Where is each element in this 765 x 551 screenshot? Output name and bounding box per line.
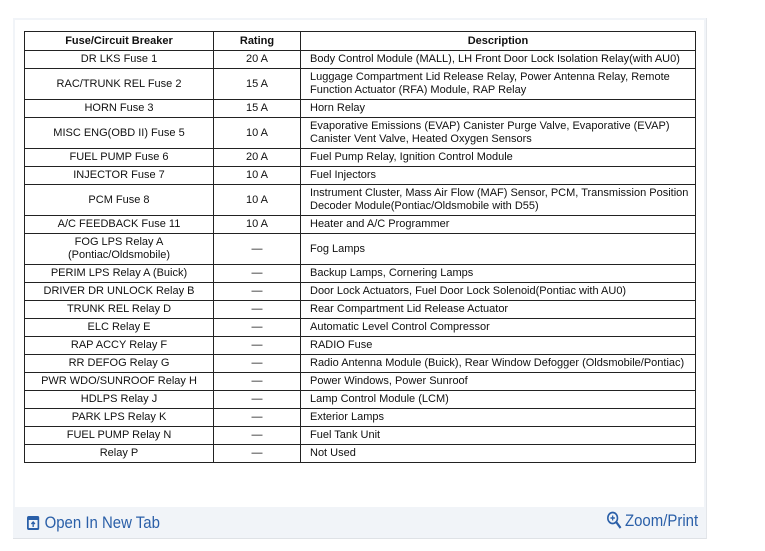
footer-bar (13, 507, 706, 538)
rating-cell: — (214, 445, 301, 463)
description-cell: Lamp Control Module (LCM) (301, 391, 696, 409)
fuse-name-cell: Relay P (25, 445, 214, 463)
table-row (25, 185, 696, 216)
rating-cell: 10 A (214, 216, 301, 234)
table-row (25, 149, 696, 167)
description-cell: Evaporative Emissions (EVAP) Canister Purge Valve, Evaporative (EVAP) Canister Vent Valve, Heated Oxygen Sensors (301, 118, 696, 149)
description-cell: Luggage Compartment Lid Release Relay, Power Antenna Relay, Remote Function Actuator (RFA) Module, RAP Relay (301, 69, 696, 100)
description-cell: Fog Lamps (301, 234, 696, 265)
rating-cell: — (214, 234, 301, 265)
fuse-table-image (15, 20, 704, 507)
table-row (25, 118, 696, 149)
rating-cell: — (214, 283, 301, 301)
table-row (25, 409, 696, 427)
fuse-name-cell: RAC/TRUNK REL Fuse 2 (25, 69, 214, 100)
fuse-name-cell: INJECTOR Fuse 7 (25, 167, 214, 185)
description-cell: Not Used (301, 445, 696, 463)
fuse-name-cell: HDLPS Relay J (25, 391, 214, 409)
rating-cell: — (214, 265, 301, 283)
table-row (25, 373, 696, 391)
description-cell: Exterior Lamps (301, 409, 696, 427)
description-cell: Power Windows, Power Sunroof (301, 373, 696, 391)
header-rating: Rating (214, 32, 301, 51)
table-row (25, 167, 696, 185)
table-row (25, 265, 696, 283)
table-row (25, 51, 696, 69)
table-row (25, 234, 696, 265)
rating-cell: 15 A (214, 100, 301, 118)
fuse-name-cell: HORN Fuse 3 (25, 100, 214, 118)
header-description: Description (301, 32, 696, 51)
table-row (25, 301, 696, 319)
fuse-name-cell: DRIVER DR UNLOCK Relay B (25, 283, 214, 301)
fuse-name-cell: ELC Relay E (25, 319, 214, 337)
header-fuse: Fuse/Circuit Breaker (25, 32, 214, 51)
fuse-name-cell: PCM Fuse 8 (25, 185, 214, 216)
rating-cell: 10 A (214, 185, 301, 216)
description-cell: Backup Lamps, Cornering Lamps (301, 265, 696, 283)
table-row (25, 319, 696, 337)
description-cell: Heater and A/C Programmer (301, 216, 696, 234)
open-in-new-tab-link[interactable] (27, 513, 160, 533)
rating-cell: — (214, 319, 301, 337)
fuse-name-cell: DR LKS Fuse 1 (25, 51, 214, 69)
table-row (25, 445, 696, 463)
table-row (25, 337, 696, 355)
fuse-name-cell: RR DEFOG Relay G (25, 355, 214, 373)
table-row (25, 216, 696, 234)
fuse-name-cell: TRUNK REL Relay D (25, 301, 214, 319)
rating-cell: — (214, 409, 301, 427)
rating-cell: — (214, 301, 301, 319)
fuse-table (24, 31, 696, 463)
description-cell: Instrument Cluster, Mass Air Flow (MAF) Sensor, PCM, Transmission Position Decoder Module(Pontiac/Oldsmobile with D55) (301, 185, 696, 216)
table-row (25, 391, 696, 409)
table-row (25, 69, 696, 100)
fuse-name-cell: PWR WDO/SUNROOF Relay H (25, 373, 214, 391)
rating-cell: — (214, 391, 301, 409)
rating-cell: 15 A (214, 69, 301, 100)
image-frame (13, 18, 707, 539)
rating-cell: — (214, 373, 301, 391)
zoom-print-label: Zoom/Print (624, 511, 698, 530)
fuse-name-cell: FUEL PUMP Fuse 6 (25, 149, 214, 167)
description-cell: Body Control Module (MALL), LH Front Door Lock Isolation Relay(with AU0) (301, 51, 696, 69)
description-cell: Door Lock Actuators, Fuel Door Lock Solenoid(Pontiac with AU0) (301, 283, 696, 301)
description-cell: Horn Relay (301, 100, 696, 118)
rating-cell: 10 A (214, 118, 301, 149)
fuse-name-cell: PERIM LPS Relay A (Buick) (25, 265, 214, 283)
rating-cell: 10 A (214, 167, 301, 185)
rating-cell: 20 A (214, 51, 301, 69)
description-cell: Fuel Pump Relay, Ignition Control Module (301, 149, 696, 167)
description-cell: Automatic Level Control Compressor (301, 319, 696, 337)
open-new-tab-icon (27, 516, 39, 530)
table-row (25, 355, 696, 373)
table-row (25, 427, 696, 445)
fuse-name-cell: FUEL PUMP Relay N (25, 427, 214, 445)
description-cell: Rear Compartment Lid Release Actuator (301, 301, 696, 319)
rating-cell: — (214, 337, 301, 355)
fuse-name-cell: MISC ENG(OBD II) Fuse 5 (25, 118, 214, 149)
zoom-in-icon (606, 511, 622, 531)
table-header-row (25, 32, 696, 51)
rating-cell: 20 A (214, 149, 301, 167)
fuse-name-cell: FOG LPS Relay A (Pontiac/Oldsmobile) (25, 234, 214, 265)
description-cell: Fuel Tank Unit (301, 427, 696, 445)
table-row (25, 283, 696, 301)
zoom-print-link[interactable] (606, 511, 698, 531)
fuse-name-cell: PARK LPS Relay K (25, 409, 214, 427)
rating-cell: — (214, 355, 301, 373)
fuse-name-cell: RAP ACCY Relay F (25, 337, 214, 355)
table-row (25, 100, 696, 118)
description-cell: RADIO Fuse (301, 337, 696, 355)
open-in-new-tab-label: Open In New Tab (44, 513, 160, 532)
description-cell: Radio Antenna Module (Buick), Rear Window Defogger (Oldsmobile/Pontiac) (301, 355, 696, 373)
fuse-name-cell: A/C FEEDBACK Fuse 11 (25, 216, 214, 234)
rating-cell: — (214, 427, 301, 445)
description-cell: Fuel Injectors (301, 167, 696, 185)
